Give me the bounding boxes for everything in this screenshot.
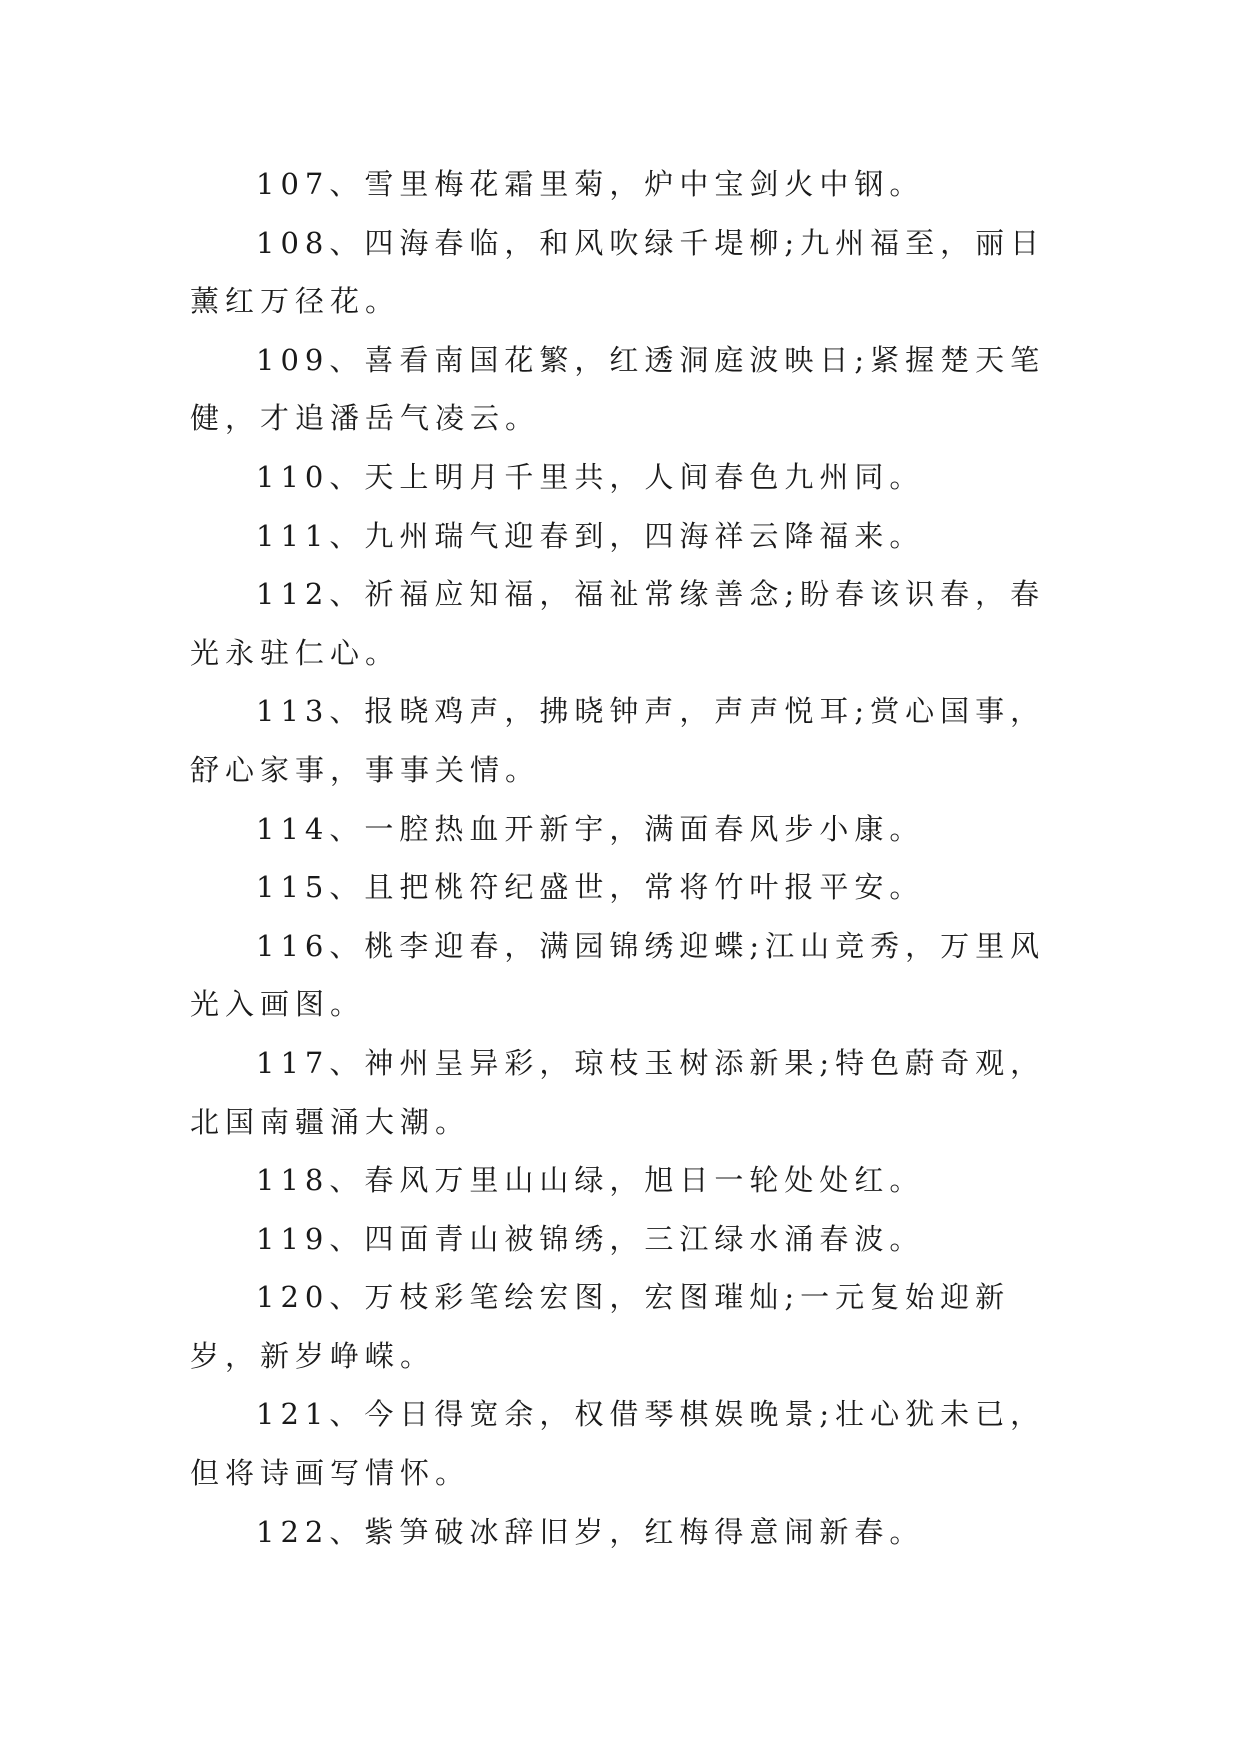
document-body bbox=[190, 155, 1060, 1561]
paragraph-115: 115、且把桃符纪盛世，常将竹叶报平安。 bbox=[256, 870, 925, 905]
paragraph-119: 119、四面青山被锦绣，三江绿水涌春波。 bbox=[256, 1221, 925, 1256]
paragraph-118: 118、春风万里山山绿，旭日一轮处处红。 bbox=[256, 1163, 925, 1198]
paragraph-108: 108、四海春临，和风吹绿千堤柳;九州福至，丽日薰红万径花。 bbox=[190, 225, 1046, 319]
paragraph-116: 116、桃李迎春，满园锦绣迎蝶;江山竞秀，万里风光入画图。 bbox=[190, 928, 1046, 1022]
paragraph-113: 113、报晓鸡声，拂晓钟声，声声悦耳;赏心国事，舒心家事，事事关情。 bbox=[190, 694, 1046, 787]
paragraph-122: 122、紫笋破冰辞旧岁，红梅得意闹新春。 bbox=[256, 1514, 925, 1549]
paragraph-111: 111、九州瑞气迎春到，四海祥云降福来。 bbox=[256, 518, 925, 553]
paragraph-110: 110、天上明月千里共，人间春色九州同。 bbox=[256, 459, 925, 494]
paragraph-114: 114、一腔热血开新宇，满面春风步小康。 bbox=[256, 811, 925, 846]
paragraph-107: 107、雪里梅花霜里菊，炉中宝剑火中钢。 bbox=[256, 167, 925, 201]
paragraph-120: 120、万枝彩笔绘宏图，宏图璀灿;一元复始迎新岁，新岁峥嵘。 bbox=[190, 1280, 1011, 1373]
paragraph-121: 121、今日得宽余，权借琴棋娱晚景;壮心犹未已，但将诗画写情怀。 bbox=[190, 1397, 1046, 1491]
paragraph-109: 109、喜看南国花繁，红透洞庭波映日;紧握楚天笔健，才追潘岳气凌云。 bbox=[190, 342, 1046, 436]
paragraph-117: 117、神州呈异彩，琼枝玉树添新果;特色蔚奇观，北国南疆涌大潮。 bbox=[190, 1045, 1046, 1139]
paragraph-112: 112、祈福应知福，福祉常缘善念;盼春该识春，春光永驻仁心。 bbox=[190, 577, 1046, 670]
